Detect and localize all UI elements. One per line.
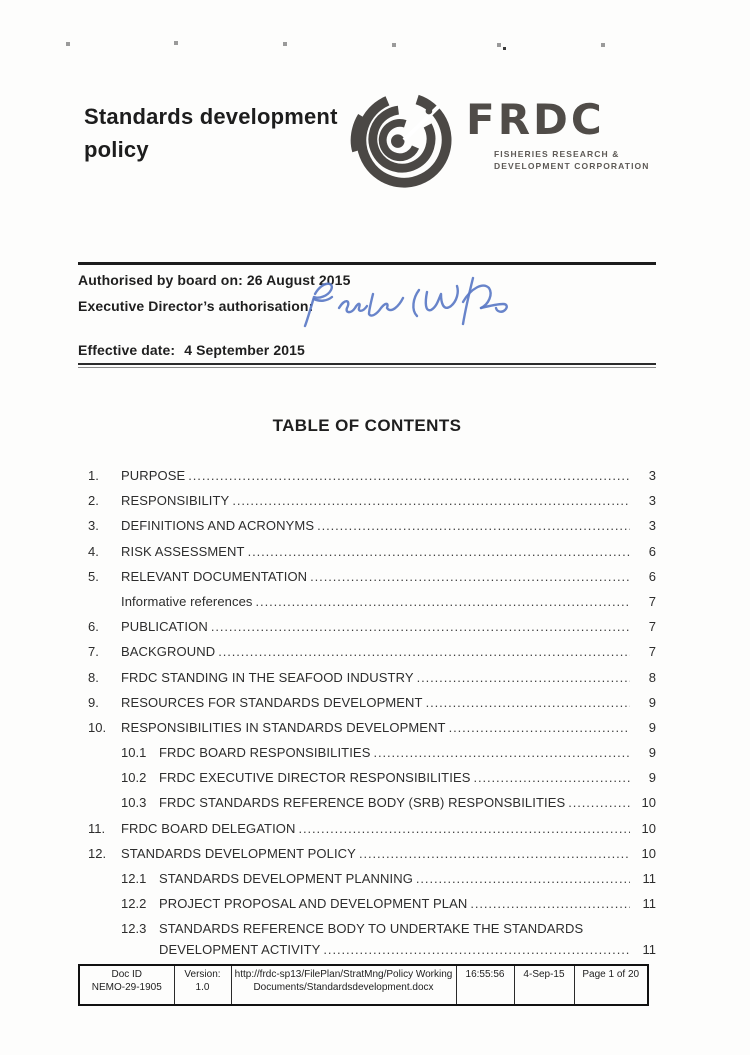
toc-entry-number: 11.	[88, 820, 106, 836]
page-title	[84, 100, 338, 166]
footer-cell-line1: Doc ID	[111, 969, 143, 980]
footer-cell-line2: Documents/Standardsdevelopment.docx	[253, 982, 434, 993]
toc-entry-page: 3	[648, 468, 656, 483]
toc-entry-page: 3	[648, 518, 656, 534]
toc-leader-dots	[218, 645, 630, 659]
footer-cell	[174, 965, 231, 1005]
toc-entry-number: 7.	[88, 644, 99, 660]
toc-entry-title: Informative references	[121, 593, 253, 609]
frdc-logo-text	[466, 84, 649, 192]
toc-leader-dots	[211, 620, 630, 634]
scan-speck	[392, 43, 396, 47]
toc-entry-number: 3.	[88, 518, 99, 534]
toc-entry	[88, 721, 656, 735]
toc-entry-page: 11	[642, 941, 656, 957]
frdc-spiral-icon	[350, 84, 458, 192]
toc-leader-dots	[359, 847, 630, 861]
toc-entry-title: RISK ASSESSMENT	[121, 543, 245, 559]
toc-entry-title: PURPOSE	[121, 468, 186, 483]
toc-entry-title: STANDARDS REFERENCE BODY TO UNDERTAKE THE STANDARDS	[159, 921, 584, 937]
toc-entry-page: 7	[648, 644, 656, 660]
authorisation-box-bottom-rule	[78, 363, 656, 368]
footer-cell	[574, 965, 648, 1005]
toc-entry-number: 4.	[88, 543, 99, 559]
toc-entry-title: STANDARDS DEVELOPMENT PLANNING	[159, 871, 413, 886]
toc-entry-title: RESPONSIBILITIES IN STANDARDS DEVELOPMENT	[121, 719, 446, 735]
toc-entry	[88, 822, 656, 836]
toc-entry	[88, 872, 656, 886]
toc-leader-dots	[256, 595, 630, 609]
toc-entry-number: 9.	[88, 694, 99, 710]
toc-entry-title: BACKGROUND	[121, 644, 216, 660]
toc-entry-continuation	[88, 943, 656, 957]
toc-entry-title: RESOURCES FOR STANDARDS DEVELOPMENT	[121, 694, 423, 710]
toc-entry-title: DEFINITIONS AND ACRONYMS	[121, 518, 315, 534]
toc-entry-title: FRDC STANDING IN THE SEAFOOD INDUSTRY	[121, 669, 414, 685]
footer-cell-line2: 1.0	[195, 982, 210, 993]
toc-entry-page: 10	[641, 820, 656, 836]
frdc-wordmark: FRDC	[466, 95, 605, 144]
toc-leader-dots	[188, 469, 630, 483]
toc-entry-number: 12.3	[121, 921, 147, 937]
page-title-line2: policy	[84, 137, 149, 162]
toc-entry-page: 9	[648, 694, 656, 710]
toc-entry-page: 3	[648, 493, 656, 509]
footer-row	[79, 965, 648, 1005]
board-authorisation-date: 26 August 2015	[246, 272, 351, 288]
effective-date-value: 4 September 2015	[184, 342, 305, 358]
toc-entry-title: PROJECT PROPOSAL AND DEVELOPMENT PLAN	[159, 896, 468, 912]
toc-entry-title: FRDC STANDARDS REFERENCE BODY (SRB) RESPONSBILITIES	[159, 795, 566, 811]
effective-date-label: Effective date:	[78, 342, 176, 358]
toc-entry	[88, 771, 656, 785]
footer-cell	[79, 965, 174, 1005]
toc-entry	[88, 494, 656, 508]
toc-entry	[88, 796, 656, 810]
toc-entry	[88, 746, 656, 760]
toc-entry-page: 6	[648, 543, 656, 559]
toc-entry-page: 6	[648, 568, 656, 584]
toc-entry-title: PUBLICATION	[121, 619, 208, 635]
toc-entry-page: 11	[642, 871, 656, 886]
footer-cell-line1: 16:55:56	[465, 969, 505, 980]
toc-entry-page: 9	[648, 770, 656, 786]
toc-list	[88, 469, 656, 968]
footer-cell	[231, 965, 456, 1005]
toc-entry-page: 10	[641, 845, 656, 861]
toc-entry-page: 8	[648, 669, 656, 685]
toc-leader-dots	[473, 771, 630, 785]
toc-entry-number: 8.	[88, 669, 99, 685]
footer-cell	[456, 965, 514, 1005]
toc-entry	[88, 519, 656, 533]
toc-leader-dots	[248, 545, 630, 559]
footer-cell-line1: 4-Sep-15	[523, 969, 565, 980]
toc-heading: TABLE OF CONTENTS	[272, 416, 462, 435]
footer-cell-line1: http://frdc-sp13/FilePlan/StratMng/Policy Working	[234, 969, 453, 980]
frdc-subtext-line2: DEVELOPMENT CORPORATION	[494, 161, 650, 171]
toc-entry	[88, 620, 656, 634]
scan-speck	[601, 43, 605, 47]
scan-speck	[66, 42, 70, 46]
frdc-logo	[350, 84, 649, 192]
toc-entry-title: RELEVANT DOCUMENTATION	[121, 568, 308, 584]
toc-entry-number: 12.2	[121, 896, 147, 912]
toc-entry-page: 10	[641, 795, 656, 811]
toc-entry-number: 1.	[88, 468, 99, 483]
toc-leader-dots	[417, 671, 630, 685]
toc-leader-dots	[323, 943, 630, 957]
toc-entry-title: FRDC BOARD DELEGATION	[121, 820, 296, 836]
toc-leader-dots	[299, 822, 631, 836]
toc-entry	[88, 696, 656, 710]
toc-leader-dots	[373, 746, 630, 760]
toc-entry	[88, 570, 656, 584]
toc-entry-page: 7	[648, 619, 656, 635]
toc-leader-dots	[232, 494, 630, 508]
toc-entry	[88, 847, 656, 861]
toc-entry	[88, 671, 656, 685]
toc-entry-number: 12.	[88, 845, 107, 861]
footer-cell-line1: Page 1 of 20	[582, 969, 640, 980]
toc-entry-number: 2.	[88, 493, 99, 509]
toc-entry-title: RESPONSIBILITY	[121, 493, 230, 509]
footer-cell	[514, 965, 574, 1005]
toc-leader-dots	[470, 897, 630, 911]
toc-entry-number: 6.	[88, 619, 99, 635]
director-authorisation-label: Executive Director’s authorisation:	[78, 298, 314, 314]
toc-entry	[88, 469, 656, 483]
toc-entry	[88, 645, 656, 659]
footer-cell-line2: NEMO-29-1905	[91, 982, 162, 993]
footer-cell-line1: Version:	[184, 969, 221, 980]
toc-entry	[88, 545, 656, 559]
toc-entry-number: 12.1	[121, 871, 147, 886]
frdc-subtext-line1: FISHERIES RESEARCH &	[494, 149, 620, 159]
toc-entry	[88, 595, 656, 609]
toc-entry-title: STANDARDS DEVELOPMENT POLICY	[121, 845, 356, 861]
executive-director-signature	[293, 270, 511, 336]
toc-leader-dots	[568, 796, 630, 810]
authorisation-box-top-rule	[78, 262, 656, 265]
toc-entry-number: 10.3	[121, 795, 147, 811]
toc-entry-title: FRDC EXECUTIVE DIRECTOR RESPONSIBILITIES	[159, 770, 471, 786]
toc-leader-dots	[317, 519, 630, 533]
toc-leader-dots	[449, 721, 630, 735]
toc-entry-page: 7	[648, 593, 656, 609]
toc-entry-title: DEVELOPMENT ACTIVITY	[159, 941, 321, 957]
toc-leader-dots	[426, 696, 630, 710]
scan-speck	[497, 43, 501, 47]
toc-entry-number: 10.2	[121, 770, 147, 786]
footer-table	[78, 964, 649, 1006]
toc-entry-page: 11	[642, 896, 656, 912]
scan-speck	[174, 41, 178, 45]
toc-entry-page: 9	[648, 719, 656, 735]
toc-entry-page: 9	[648, 745, 656, 761]
toc-entry-number: 10.	[88, 719, 107, 735]
toc-entry	[88, 922, 656, 936]
page-title-line1: Standards development	[84, 104, 338, 129]
toc-entry-title: FRDC BOARD RESPONSIBILITIES	[159, 745, 371, 761]
scan-speck	[503, 47, 506, 50]
toc-entry-number: 10.1	[121, 745, 147, 761]
toc-entry-number: 5.	[88, 568, 99, 584]
toc-leader-dots	[416, 872, 630, 886]
toc-leader-dots	[310, 570, 630, 584]
scan-speck	[283, 42, 287, 46]
effective-date-line	[78, 342, 656, 358]
toc-entry	[88, 897, 656, 911]
board-authorisation-label: Authorised by board on:	[78, 272, 243, 288]
